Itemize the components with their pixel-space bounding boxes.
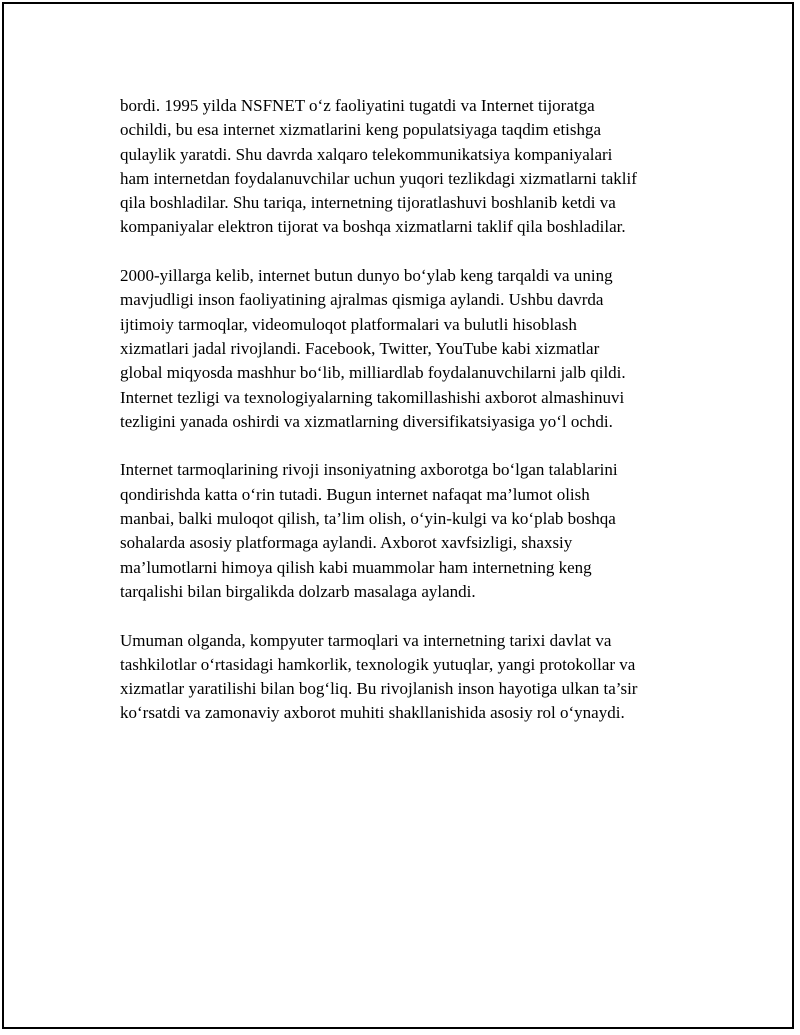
text-line: sohalarda asosiy platformaga aylandi. Axborot xavfsizligi, shaxsiy	[120, 533, 573, 553]
text-line: global miqyosda mashhur bo‘lib, milliardlab foydalanuvchilarni jalb qildi.	[120, 363, 626, 383]
text-line: ijtimoiy tarmoqlar, videomuloqot platformalari va bulutli hisoblash	[120, 314, 577, 334]
text-line: 2000-yillarga kelib, internet butun dunyo bo‘ylab keng tarqaldi va uning	[120, 266, 613, 286]
text-line: bordi. 1995 yilda NSFNET o‘z faoliyatini tugatdi va Internet tijoratga	[120, 96, 595, 115]
document-body	[120, 94, 700, 750]
document-page	[2, 2, 794, 1029]
text-line: manbai, balki muloqot qilish, ta’lim olish, o‘yin-kulgi va ko‘plab boshqa	[120, 509, 616, 529]
text-line: ochildi, bu esa internet xizmatlarini keng populatsiyaga taqdim etishga	[120, 120, 602, 140]
text-line: ham internetdan foydalanuvchilar uchun yuqori tezlikdagi xizmatlarni taklif	[120, 168, 637, 188]
text-line: ko‘rsatdi va zamonaviy axborot muhiti shakllanishida asosiy rol o‘ynaydi.	[120, 703, 625, 723]
paragraph-4	[120, 629, 700, 726]
paragraph-2	[120, 264, 700, 434]
text-line: tarqalishi bilan birgalikda dolzarb masalaga aylandi.	[120, 581, 476, 601]
text-line: Internet tarmoqlarining rivoji insoniyatning axborotga bo‘lgan talablarini	[120, 460, 618, 480]
text-line: xizmatlari jadal rivojlandi. Facebook, Twitter, YouTube kabi xizmatlar	[120, 338, 600, 358]
text-line: qila boshladilar. Shu tariqa, internetning tijoratlashuvi boshlanib ketdi va	[120, 193, 616, 213]
paragraph-3	[120, 458, 700, 604]
text-line: tashkilotlar o‘rtasidagi hamkorlik, texnologik yutuqlar, yangi protokollar va	[120, 654, 636, 674]
text-line: xizmatlar yaratilishi bilan bog‘liq. Bu rivojlanish inson hayotiga ulkan ta’sir	[120, 679, 638, 699]
paragraph-1	[120, 94, 700, 240]
text-line: qondirishda katta o‘rin tutadi. Bugun internet nafaqat ma’lumot olish	[120, 484, 590, 504]
text-line: Internet tezligi va texnologiyalarning takomillashishi axborot almashinuvi	[120, 387, 625, 407]
text-line: qulaylik yaratdi. Shu davrda xalqaro telekommunikatsiya kompaniyalari	[120, 144, 613, 164]
text-line: tezligini yanada oshirdi va xizmatlarning diversifikatsiyasiga yo‘l ochdi.	[120, 411, 613, 431]
text-line: mavjudligi inson faoliyatining ajralmas qismiga aylandi. Ushbu davrda	[120, 290, 604, 310]
text-line: ma’lumotlarni himoya qilish kabi muammolar ham internetning keng	[120, 557, 592, 577]
text-line: kompaniyalar elektron tijorat va boshqa xizmatlarni taklif qila boshladilar.	[120, 217, 626, 237]
text-line: Umuman olganda, kompyuter tarmoqlari va internetning tarixi davlat va	[120, 630, 612, 650]
